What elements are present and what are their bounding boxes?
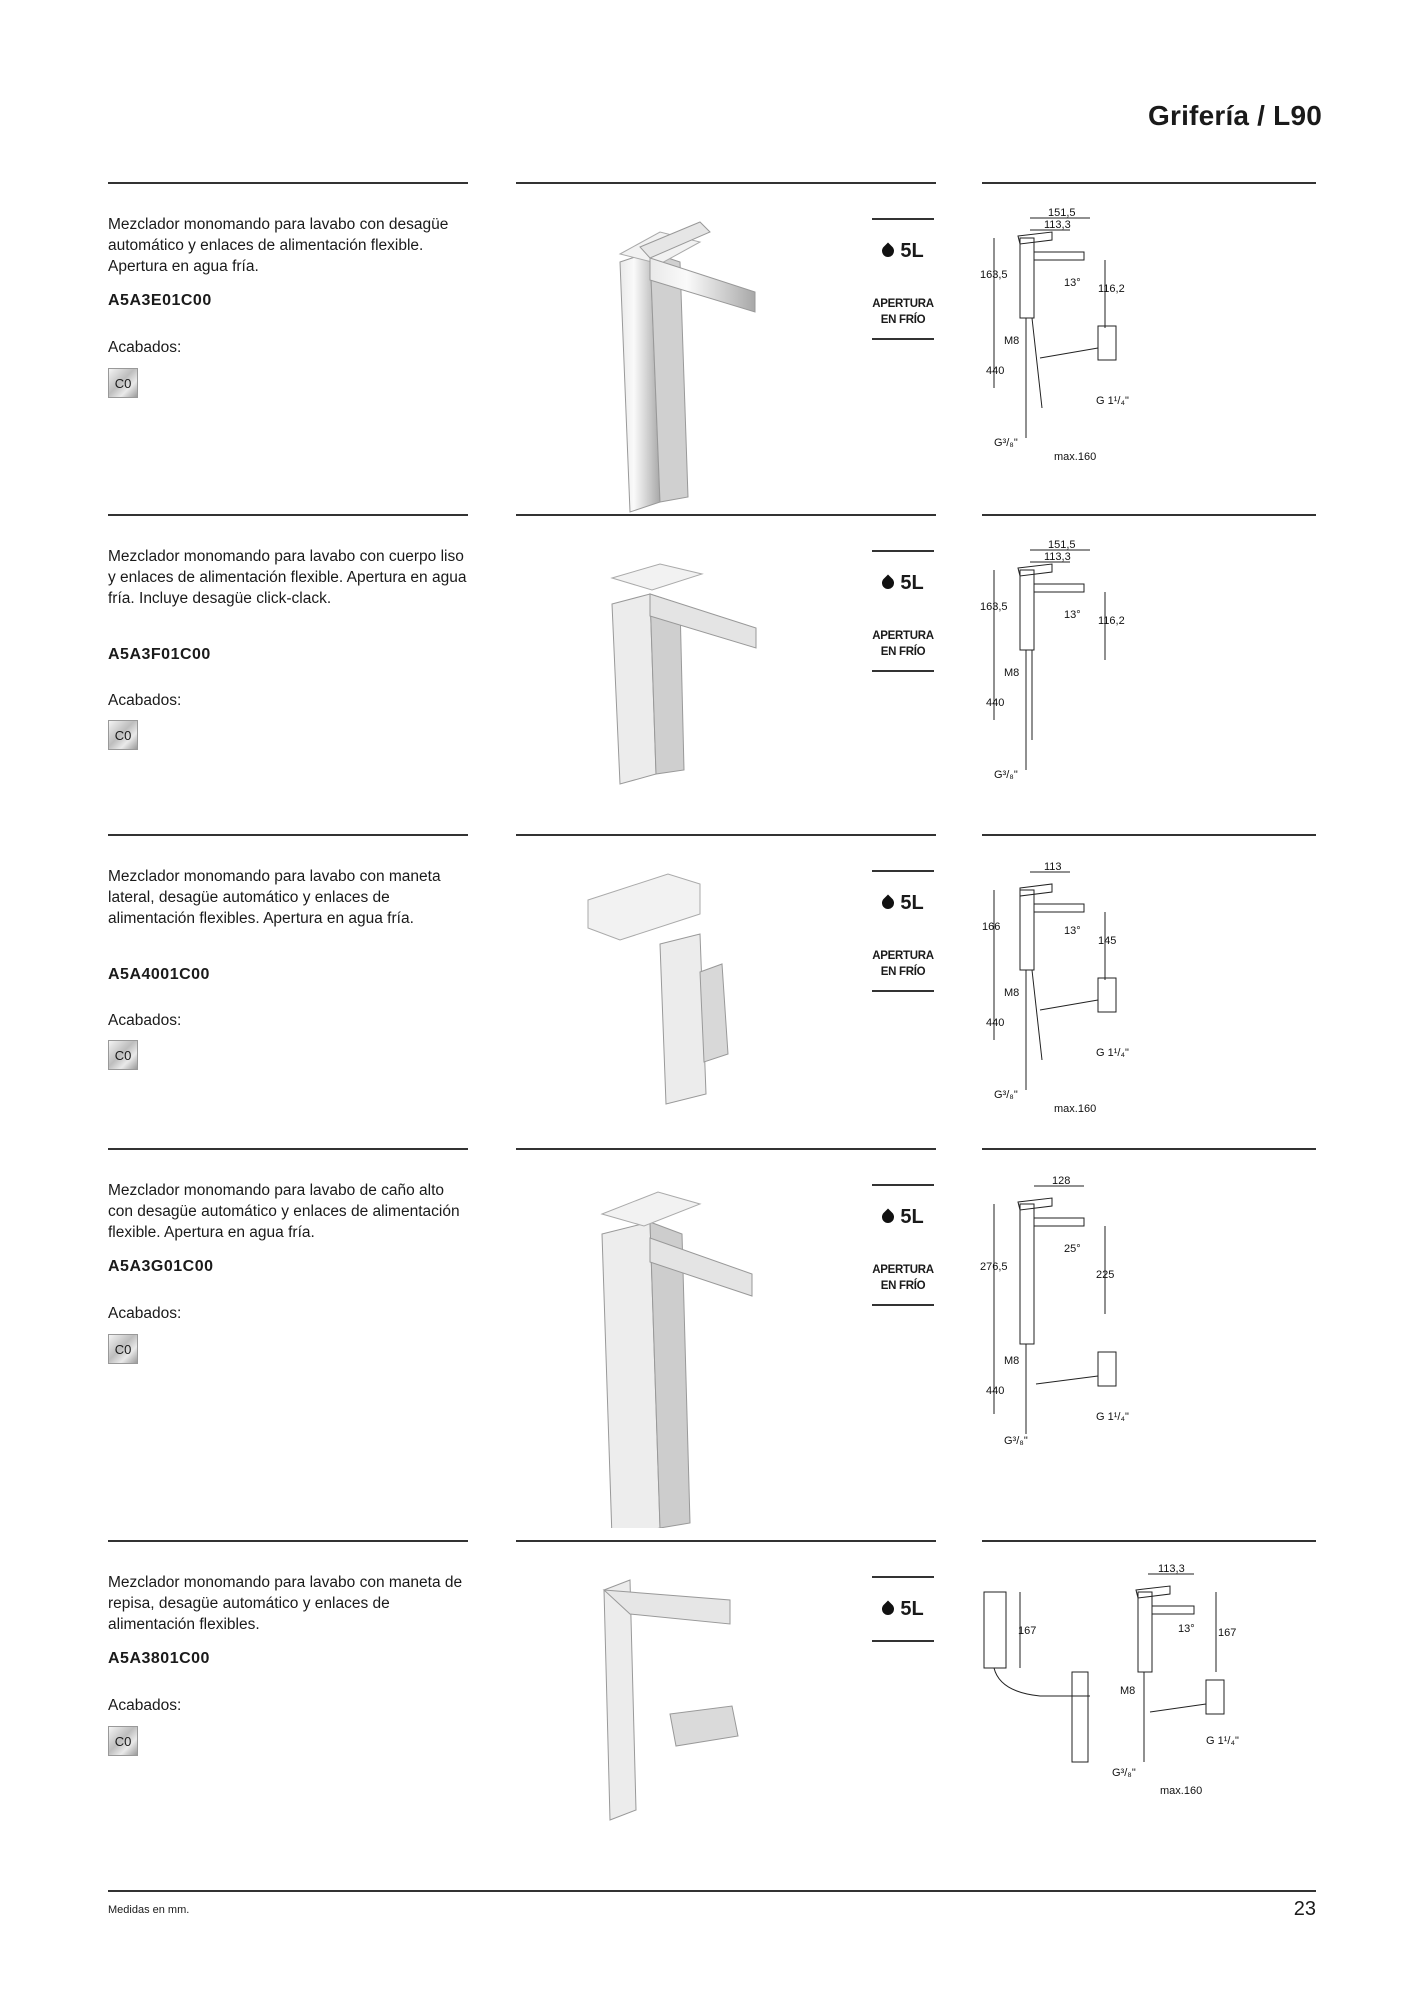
finish-swatch[interactable]: C0 — [108, 1040, 138, 1070]
page-title: Grifería / L90 — [1148, 100, 1322, 131]
specs-badge — [872, 218, 934, 340]
svg-text:225: 225 — [1096, 1269, 1115, 1281]
water-drop-icon — [880, 243, 897, 260]
faucet-image — [540, 534, 800, 874]
svg-text:M8: M8 — [1120, 1685, 1136, 1697]
flow-rate: 5L — [872, 552, 934, 614]
product-code: A5A4001C00 — [108, 966, 210, 983]
svg-text:G³/₈": G³/₈" — [1112, 1767, 1136, 1779]
water-drop-icon — [880, 895, 897, 912]
product-row — [0, 834, 1414, 1144]
svg-text:113: 113 — [1044, 861, 1062, 873]
svg-text:13°: 13° — [1064, 277, 1081, 289]
finish-swatch[interactable]: C0 — [108, 1334, 138, 1364]
cold-opening-label: APERTURA EN FRÍO — [872, 630, 934, 658]
technical-drawing — [980, 1174, 1140, 1454]
svg-text:M8: M8 — [1004, 1355, 1020, 1367]
finishes-label: Acabados: — [108, 1697, 182, 1714]
specs-badge — [872, 1184, 934, 1306]
finishes-label: Acabados: — [108, 1012, 182, 1029]
product-description: Mezclador monomando para lavabo con cuerpo liso y enlaces de alimentación flexible. Apertura en agua fría. Incluye desagüe click-clack. — [108, 548, 467, 607]
svg-text:116,2: 116,2 — [1098, 283, 1125, 295]
svg-text:113,3: 113,3 — [1044, 219, 1071, 231]
specs-badge — [872, 1576, 934, 1642]
flow-rate: 5L — [872, 1186, 934, 1248]
flow-rate: 5L — [872, 872, 934, 934]
svg-text:440: 440 — [986, 1385, 1005, 1397]
svg-text:M8: M8 — [1004, 987, 1020, 999]
specs-badge — [872, 870, 934, 992]
svg-text:440: 440 — [986, 1017, 1005, 1029]
svg-text:13°: 13° — [1178, 1623, 1195, 1635]
technical-drawing — [980, 540, 1140, 800]
product-code: A5A3801C00 — [108, 1650, 210, 1667]
cold-opening-label: APERTURA EN FRÍO — [872, 1264, 934, 1292]
svg-text:145: 145 — [1098, 935, 1117, 947]
water-drop-icon — [880, 575, 897, 592]
svg-text:167: 167 — [1018, 1625, 1037, 1637]
water-drop-icon — [880, 1601, 897, 1618]
finish-swatch[interactable]: C0 — [108, 368, 138, 398]
svg-text:440: 440 — [986, 365, 1005, 377]
product-row — [0, 514, 1414, 834]
svg-text:G 1¹/₄": G 1¹/₄" — [1096, 1411, 1129, 1423]
svg-text:G³/₈": G³/₈" — [994, 437, 1018, 449]
finish-swatch[interactable]: C0 — [108, 1726, 138, 1756]
svg-text:166: 166 — [982, 921, 1001, 933]
product-row — [0, 182, 1414, 512]
svg-text:G 1¹/₄": G 1¹/₄" — [1096, 1047, 1129, 1059]
svg-text:113,3: 113,3 — [1044, 551, 1071, 563]
footer-divider — [108, 1890, 1316, 1892]
svg-text:167: 167 — [1218, 1627, 1237, 1639]
svg-text:25°: 25° — [1064, 1243, 1081, 1255]
svg-text:163,5: 163,5 — [980, 269, 1008, 281]
product-description: Mezclador monomando para lavabo con desagüe automático y enlaces de alimentación flexible. Apertura en agua fría. — [108, 216, 449, 275]
flow-rate: 5L — [872, 1578, 934, 1640]
measurements-note: Medidas en mm. — [108, 1904, 190, 1916]
finishes-label: Acabados: — [108, 692, 182, 709]
svg-text:151,5: 151,5 — [1048, 540, 1076, 551]
svg-text:113,3: 113,3 — [1158, 1563, 1185, 1575]
svg-text:276,5: 276,5 — [980, 1261, 1008, 1273]
svg-text:M8: M8 — [1004, 667, 1020, 679]
svg-text:max.160: max.160 — [1160, 1785, 1203, 1797]
specs-badge — [872, 550, 934, 672]
technical-drawing — [980, 208, 1140, 468]
cold-opening-label: APERTURA EN FRÍO — [872, 950, 934, 978]
product-code: A5A3F01C00 — [108, 646, 211, 663]
product-description: Mezclador monomando para lavabo con maneta de repisa, desagüe automático y enlaces de alimentación flexibles. — [108, 1574, 463, 1633]
faucet-image — [540, 202, 800, 542]
svg-text:max.160: max.160 — [1054, 451, 1097, 463]
page-number: 23 — [1293, 1898, 1316, 1920]
faucet-image — [540, 1168, 800, 1528]
svg-text:151,5: 151,5 — [1048, 208, 1076, 219]
faucet-image — [540, 854, 800, 1194]
product-description: Mezclador monomando para lavabo con maneta lateral, desagüe automático y enlaces de alimentación flexibles. Apertura en agua fría. — [108, 868, 441, 927]
svg-text:max.160: max.160 — [1054, 1103, 1097, 1115]
svg-text:G 1¹/₄": G 1¹/₄" — [1096, 395, 1129, 407]
finishes-label: Acabados: — [108, 1305, 182, 1322]
svg-text:13°: 13° — [1064, 609, 1081, 621]
finishes-label: Acabados: — [108, 339, 182, 356]
technical-drawing — [980, 1562, 1290, 1812]
finish-swatch[interactable]: C0 — [108, 720, 138, 750]
svg-text:G 1¹/₄": G 1¹/₄" — [1206, 1735, 1239, 1747]
svg-text:128: 128 — [1052, 1175, 1071, 1187]
svg-text:G³/₈": G³/₈" — [1004, 1435, 1028, 1447]
svg-text:G³/₈": G³/₈" — [994, 1089, 1018, 1101]
product-row — [0, 1148, 1414, 1538]
flow-rate: 5L — [872, 220, 934, 282]
svg-text:440: 440 — [986, 697, 1005, 709]
water-drop-icon — [880, 1209, 897, 1226]
product-code: A5A3G01C00 — [108, 1258, 214, 1275]
faucet-image — [540, 1560, 800, 1900]
product-description: Mezclador monomando para lavabo de caño alto con desagüe automático y enlaces de alimentación flexible. Apertura en agua fría. — [108, 1182, 460, 1241]
svg-text:116,2: 116,2 — [1098, 615, 1125, 627]
svg-text:G³/₈": G³/₈" — [994, 769, 1018, 781]
svg-text:M8: M8 — [1004, 335, 1020, 347]
technical-drawing — [980, 860, 1140, 1120]
svg-text:163,5: 163,5 — [980, 601, 1008, 613]
cold-opening-label: APERTURA EN FRÍO — [872, 298, 934, 326]
product-row — [0, 1540, 1414, 1840]
product-code: A5A3E01C00 — [108, 292, 212, 309]
svg-text:13°: 13° — [1064, 925, 1081, 937]
